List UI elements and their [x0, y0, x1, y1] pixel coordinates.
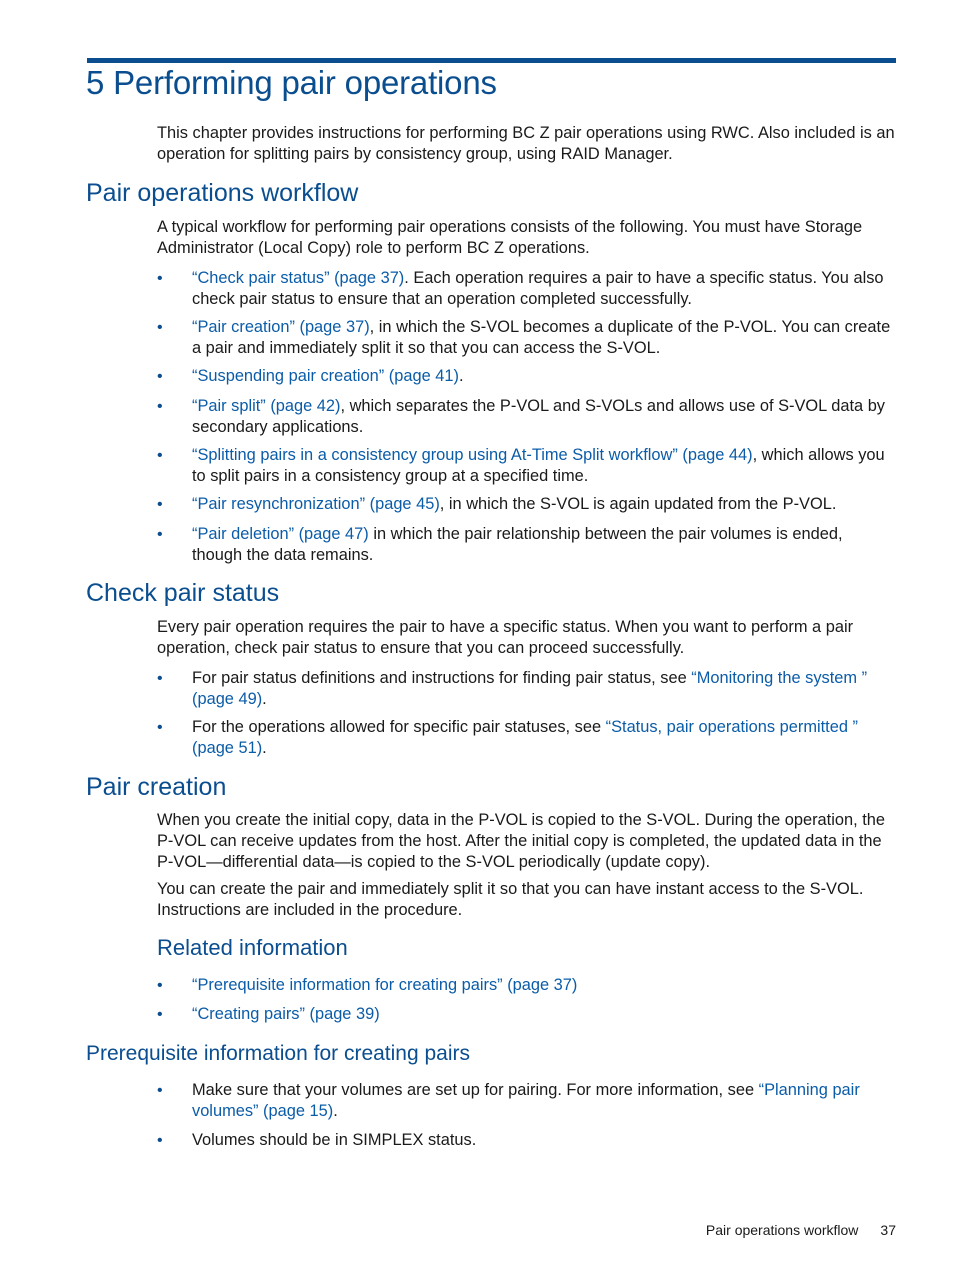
bullet-icon: •: [157, 496, 163, 513]
bullet-icon: •: [157, 526, 163, 543]
xref-link[interactable]: “Planning pair volumes” (page 15): [192, 1081, 860, 1120]
bullet-icon: •: [157, 719, 163, 736]
section-heading-workflow: Pair operations workflow: [86, 179, 359, 207]
bullet-icon: •: [157, 977, 163, 994]
list-item-text: Make sure that your volumes are set up for pairing. For more information, see: [192, 1081, 759, 1099]
xref-link[interactable]: “Prerequisite information for creating pairs” (page 37): [192, 976, 578, 994]
xref-link[interactable]: “Pair split” (page 42): [192, 397, 341, 415]
chapter-title: 5 Performing pair operations: [86, 64, 497, 101]
xref-link[interactable]: “Check pair status” (page 37): [192, 269, 405, 287]
xref-link[interactable]: “Pair creation” (page 37): [192, 318, 370, 336]
list-item-punctuation: .: [262, 690, 267, 708]
xref-link[interactable]: “Suspending pair creation” (page 41): [192, 367, 459, 385]
workflow-intro: A typical workflow for performing pair operations consists of the following. You must have Storage Administrator (Local Copy) role to perform BC Z operations.: [157, 218, 863, 257]
page-number: 37: [880, 1222, 896, 1238]
bullet-icon: •: [157, 1132, 163, 1149]
bullet-icon: •: [157, 319, 163, 336]
list-item-text: .: [458, 367, 464, 385]
subsection-heading-prerequisite: Prerequisite information for creating pairs: [86, 1042, 471, 1065]
related-info-heading: Related information: [157, 935, 348, 960]
xref-link[interactable]: “Splitting pairs in a consistency group using At-Time Split workflow” (page 44): [192, 446, 753, 464]
xref-link[interactable]: “Creating pairs” (page 39): [192, 1005, 380, 1023]
page-footer: [706, 1222, 896, 1238]
bullet-icon: •: [157, 447, 163, 464]
list-item-text: Volumes should be in SIMPLEX status.: [192, 1131, 477, 1149]
list-item-text: , which separates the P-VOL and S-VOLs and allows use of S-VOL data by secondary applications.: [192, 397, 886, 436]
list-item-text: , which allows you to split pairs in a consistency group at a specified time.: [192, 446, 885, 485]
list-item-text: . Each operation requires a pair to have a specific status. You also check pair status to ensure that an operation completed successfully.: [192, 269, 884, 308]
list-item-text: , in which the S-VOL becomes a duplicate of the P-VOL. You can create a pair and immediately split it so that you can access the S-VOL.: [192, 318, 891, 357]
list-item-text: in which the pair relationship between the pair volumes is ended, though the data remains.: [192, 525, 843, 564]
pair-creation-para1: When you create the initial copy, data in the P-VOL is copied to the S-VOL. During the operation, the P-VOL can receive updates from the host. After the initial copy is completed, the updated data in the P-VOL—differential data—is copied to the S-VOL periodically (update copy).: [157, 811, 885, 871]
pair-creation-para2: You can create the pair and immediately split it so that you can have instant access to the S-VOL. Instructions are included in the procedure.: [157, 880, 864, 919]
bullet-icon: •: [157, 1082, 163, 1099]
list-item-text: For the operations allowed for specific pair statuses, see: [192, 718, 606, 736]
section-heading-pair-creation: Pair creation: [86, 773, 227, 801]
list-item-text: , in which the S-VOL is again updated from the P-VOL.: [439, 495, 837, 513]
bullet-icon: •: [157, 368, 163, 385]
list-item-punctuation: .: [262, 739, 267, 757]
check-status-intro: Every pair operation requires the pair to have a specific status. When you want to perform a pair operation, check pair status to ensure that you can proceed successfully.: [157, 618, 854, 657]
footer-section-title: Pair operations workflow: [705, 1222, 859, 1238]
xref-link[interactable]: “Status, pair operations permitted ” (page 51): [192, 718, 858, 757]
bullet-icon: •: [157, 270, 163, 287]
section-heading-check-status: Check pair status: [86, 579, 280, 607]
list-item-punctuation: .: [333, 1102, 338, 1120]
bullet-icon: •: [157, 398, 163, 415]
chapter-rule: [87, 58, 896, 63]
xref-link[interactable]: “Pair deletion” (page 47): [192, 525, 369, 543]
xref-link[interactable]: “Monitoring the system ” (page 49): [192, 669, 868, 708]
xref-link[interactable]: “Pair resynchronization” (page 45): [192, 495, 440, 513]
bullet-icon: •: [157, 1006, 163, 1023]
chapter-intro: This chapter provides instructions for performing BC Z pair operations using RWC. Also included is an operation for splitting pairs by consistency group, using RAID Manager.: [157, 124, 895, 163]
bullet-icon: •: [157, 670, 163, 687]
list-item-text: For pair status definitions and instructions for finding pair status, see: [192, 669, 692, 687]
